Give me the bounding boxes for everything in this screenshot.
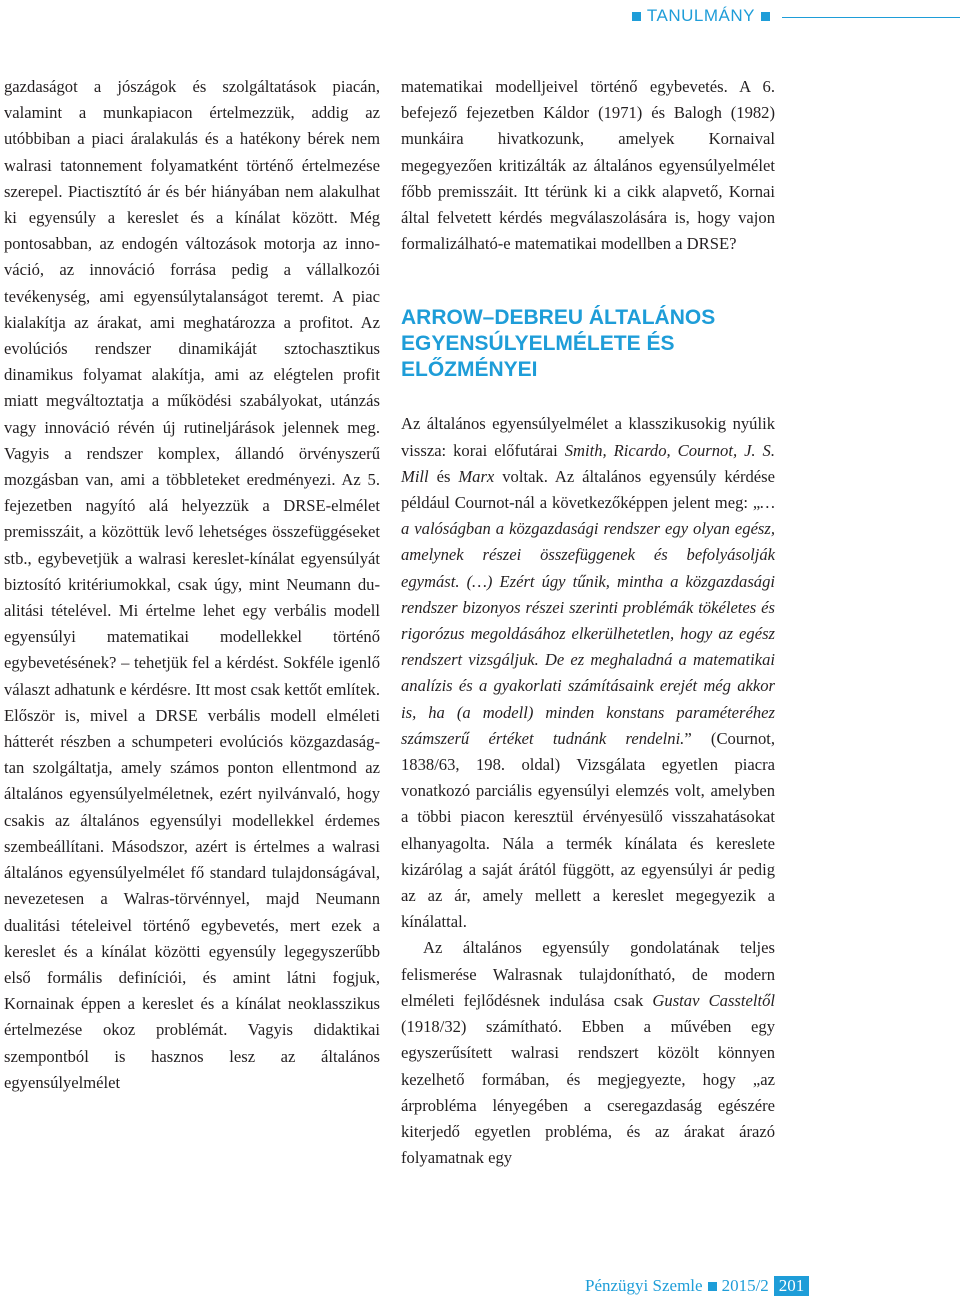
right-column — [401, 74, 775, 1171]
section-heading — [401, 305, 775, 383]
italic-name: Marx — [458, 466, 495, 486]
journal-name: Pénzügyi Szemle — [585, 1276, 703, 1295]
section-heading-line: EGYENSÚLYELMÉLETE ÉS ELŐZMÉNYEI — [401, 332, 675, 382]
text-run: Az általános egyensúlyelmélet a klasszikusokig nyúlik vissza: korai előfutárai — [401, 414, 775, 460]
issue-number: 2015/2 — [721, 1276, 769, 1295]
body-paragraph — [401, 935, 775, 1171]
italic-name: Gustav Cassteltől — [652, 990, 775, 1010]
body-paragraph: gazdaságot a jószágok és szolgáltatások piacán, valamint a munkapiacon értelmezzük, addig az utóbbiban a piaci áralakulás és a hatékony bérek nem walrasi tatonnement folyamatként történő értelmezése szerepel. Piactisztító ár és bér hiányában nem alakulhat ki egyensúly a kereslet és a kínálat között. Még pontosabban, az endogén változások motorja az innováció, az innováció forrása pedig a vállalkozói tevékenység, ami egyensúlytalanságot teremt. A piac kialakítja az árakat, ami meghatározza a profitot. Az evolúciós rendszer dinamikáját sztochasztikus dinamikus folyamat alakítja, ami az elégtelen profit miatt megváltoztatja a működési szabályokat, utánzás vagy innováció révén új rutineljárások jelennek meg. Vagyis a rendszer komplex, állandó örvényszerű mozgásban van, ami a többleteket eredményezi. Az 5. fejezetben nagyító alá helyezzük a DRSE-elmélet premisszáit, a közöttük levő lehetséges összefüggéseket stb., egybevetjük a walrasi kereslet-kínálat egyensúlyát biztosító kritériumokkal, csak úgy, mint Neumann dualitási tételével. Mi értelme lehet egy verbális modell egyensúlyi matematikai modellekkel történő egybevetésének? – tehetjük fel a kérdést. Sokféle igenlő választ adhatunk e kérdésre. Itt most csak kettőt említek. Először is, mivel a DRSE verbális modell elméleti hátterét részben a schumpeteri evolúciós közgazdaságtan szolgáltatja, amely számos ponton ellentmond az általános egyensúlyelméletnek, ezért nyilvánvaló, hogy csakis az általános egyensúlyi modellekkel érdemes szembeállítani. Másodszor, azért is értelmes a walrasi általános egyensúlyelmélet fő standard tulajdonságával, nevezetesen a Walras-törvénnyel, majd Neumann dualitási tételeivel történő egybevetés, mert ezek a kereslet és a kínálat közötti egyensúly legegyszerűbb első formális definíciói, és amint látni fogjuk, Kornainak éppen a kereslet és a kínálat neoklasszikus értelmezése okoz problémát. Vagyis didaktikai szempontból is hasznos lesz az általános egyensúlyelmélet — [4, 77, 381, 1092]
section-heading-line: ARROW–DEBREU ÁLTALÁNOS — [401, 306, 716, 330]
body-paragraph — [401, 411, 775, 935]
section-tag-label: TANULMÁNY — [646, 6, 755, 25]
square-bullet-icon — [708, 1282, 717, 1291]
page-footer — [585, 1276, 809, 1296]
italic-quote: …a valóságban a közgazdasági rendszer egy olyan egész, amelynek részei összefüggenek és befolyásolják egymást. (…) Ezért úgy tűnik, mintha a közgazdasági rendszer bizonyos részei szerinti problémák tökéletes és rigorózus megoldásához elkerülhetetlen, hogy az egész rendszert vizsgáljuk. De ez meghaladná a matematikai analízis és a gyakorlati számításaink erejét még akkor is, ha (a modell) minden konstans paraméteréhez számszerű értéket tudnánk rendelni. — [401, 493, 775, 748]
text-run: voltak. Az általános egyensúly kérdése például Cournot-nál a következőképpen jelent meg: „ — [401, 466, 775, 513]
text-run: és — [428, 466, 459, 486]
square-bullet-icon — [761, 12, 770, 21]
section-tag — [632, 6, 770, 26]
left-column — [4, 74, 380, 1096]
italic-names: Smith, Ricardo, Cournot, J. S. Mill — [401, 440, 775, 486]
text-run: Az általános egyensúly gondolatának teljes felismerése Walrasnak tulajdonítható, de modern elméleti fejlődésnek indulása csak — [401, 938, 775, 1010]
text-run: ” (Cournot, 1838/63, 198. oldal) Vizsgálata egyetlen piacra vonatkozó parciális egyensúlyi elemzés volt, amelyben a többi piacon keresztül érvényesülő visszahatásokat elhanyagolta. Nála a termék kínálata és kereslete kizárólag a saját árától függött, az egyensúlyi ár pedig az az ár, amely mellett a kereslet megegyezik a kínálattal. — [401, 728, 775, 932]
page-number: 201 — [774, 1276, 810, 1296]
body-paragraph: matematikai modelljeivel történő egybevetés. A 6. befejező fejezetben Káldor (1971) és Balogh (1982) munkáira hivatkozunk, amelyek Kornaival megegyezően kritizálták az általános egyensúlyelmélet főbb premisszáit. Itt térünk ki a cikk alapvető, Kornai által felvetett kérdés megválaszolására is, hogy vajon formalizálható-e matematikai modellben a DRSE? — [401, 77, 775, 254]
square-bullet-icon — [632, 12, 641, 21]
text-run: (1918/32) számítható. Ebben a művében egy egyszerűsített walrasi rendszert közölt könnyen kezelhető formában, és megjegyezte, hogy „az árprobléma lényegében a cseregazdaság egészére kiterjedő egyetlen probléma, és az árakat árazó folyamatnak egy — [401, 1017, 775, 1168]
header-rule — [782, 17, 960, 18]
